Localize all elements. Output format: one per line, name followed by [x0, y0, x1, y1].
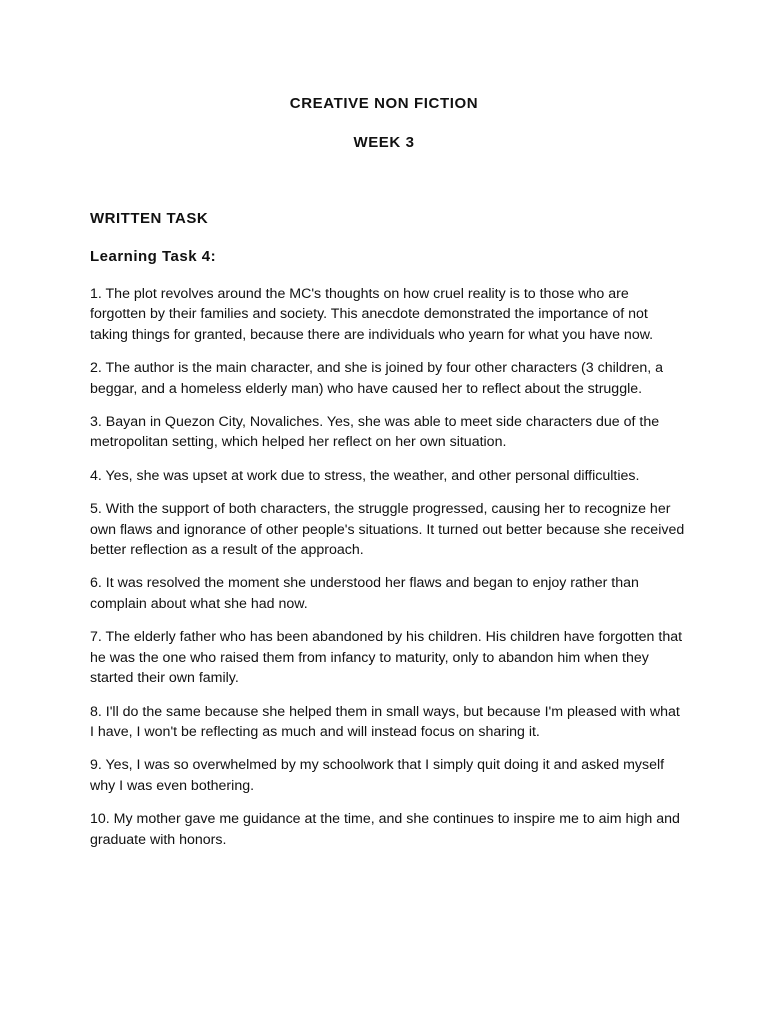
document-subtitle: WEEK 3: [353, 134, 415, 151]
answer-9: 9. Yes, I was so overwhelmed by my schoolwork that I simply quit doing it and asked myself why I was even bothering.: [90, 757, 665, 794]
answer-2: 2. The author is the main character, and she is joined by four other characters (3 children, a beggar, and a homeless elderly man) who have caused her to reflect about the struggle.: [90, 360, 664, 397]
answer-5: 5. With the support of both characters, the struggle progressed, causing her to recognize her own flaws and ignorance of other people's situations. It turned out better because she received better reflection as a result of the approach.: [90, 501, 685, 559]
answer-1: 1. The plot revolves around the MC's thoughts on how cruel reality is to those who are forgotten by their families and society. This anecdote demonstrated the importance of not taking things for granted, because there are individuals who yearn for what you have now.: [90, 286, 654, 343]
section-heading: WRITTEN TASK: [90, 210, 209, 227]
document-title: CREATIVE NON FICTION: [289, 95, 479, 112]
answer-6: 6. It was resolved the moment she understood her flaws and began to enjoy rather than complain about what she had now.: [90, 575, 639, 612]
answer-7: 7. The elderly father who has been abandoned by his children. His children have forgotten that he was the one who raised them from infancy to maturity, only to abandon him when they started their own family.: [90, 629, 683, 687]
answer-4: 4. Yes, she was upset at work due to stress, the weather, and other personal difficulties.: [90, 467, 640, 484]
task-heading: Learning Task 4:: [90, 248, 217, 265]
answer-10: 10. My mother gave me guidance at the time, and she continues to inspire me to aim high and graduate with honors.: [90, 811, 680, 848]
answer-8: 8. I'll do the same because she helped them in small ways, but because I'm pleased with what I have, I won't be reflecting as much and will instead focus on sharing it.: [90, 703, 680, 740]
answer-list: [90, 284, 685, 863]
answer-3: 3. Bayan in Quezon City, Novaliches. Yes, she was able to meet side characters due of the metropolitan setting, which helped her reflect on her own situation.: [90, 414, 660, 451]
